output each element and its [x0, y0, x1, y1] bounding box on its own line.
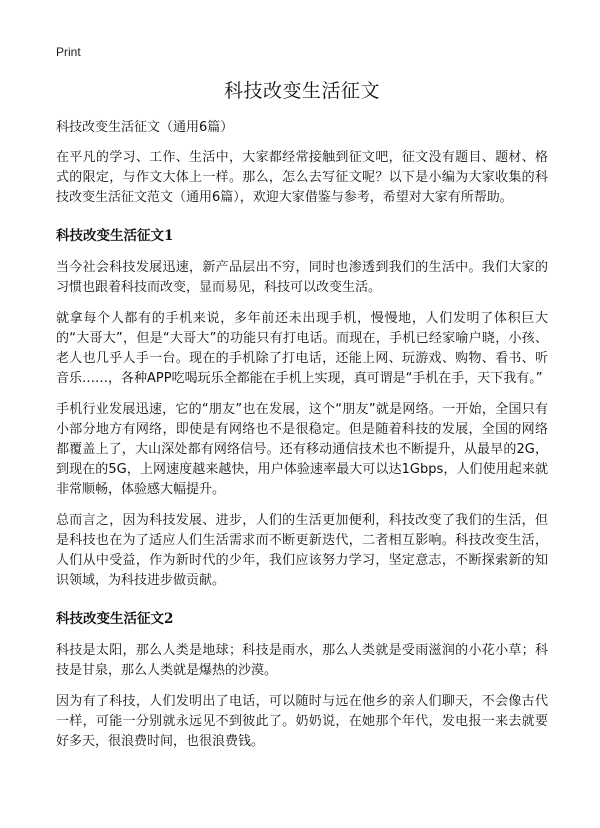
section-2-heading: 科技改变生活征文2 — [56, 611, 174, 627]
section-1-paragraph-1: 当今社会科技发展迅速，新产品层出不穷，同时也渗透到我们的生活中。我们大家的习惯也跟着科技而改变，显而易见，科技可以改变生活。 — [56, 260, 548, 295]
document-subtitle: 科技改变生活征文（通用6篇） — [56, 120, 234, 135]
document-body — [56, 78, 548, 763]
print-label: Print — [56, 45, 81, 59]
section-1-heading: 科技改变生活征文1 — [56, 228, 174, 244]
intro-paragraph: 在平凡的学习、工作、生活中，大家都经常接触到征文吧，征文没有题目、题材、格式的限定，与作文大体上一样。那么，怎么去写征文呢？以下是小编为大家收集的科技改变生活征文范文（通用6篇），欢迎大家借鉴与参考，希望对大家有所帮助。 — [56, 150, 548, 205]
section-1-paragraph-4: 总而言之，因为科技发展、进步，人们的生活更加便利，科技改变了我们的生活，但是科技也在为了适应人们生活需求而不断更新迭代，二者相互影响。科技改变生活，人们从中受益，作为新时代的少年，我们应该努力学习，坚定意志，不断探索新的知识领域，为科技进步做贡献。 — [56, 513, 548, 588]
section-2-paragraph-2: 因为有了科技，人们发明出了电话，可以随时与远在他乡的亲人们聊天，不会像古代一样，可能一分别就永远见不到彼此了。奶奶说，在她那个年代，发电报一来去就要好多天，很浪费时间，也很浪费钱。 — [56, 694, 548, 749]
section-1-paragraph-3: 手机行业发展迅速，它的“朋友”也在发展，这个“朋友”就是网络。一开始，全国只有小部分地方有网络，即使是有网络也不是很稳定。但是随着科技的发展，全国的网络都覆盖上了，大山深处都有网络信号。还有移动通信技术也不断提升，从最早的2G，到现在的5G，上网速度越来越快，用户体验速率最大可以达1Gbps，人们使用起来就非常顺畅，体验感大幅提升。 — [56, 402, 548, 497]
section-1-paragraph-2: 就拿每个人都有的手机来说，多年前还未出现手机，慢慢地，人们发明了体积巨大的“大哥大”，但是“大哥大”的功能只有打电话。而现在，手机已经家喻户晓，小孩、老人也几乎人手一台。现在的手机除了打电话，还能上网、玩游戏、购物、看书、听音乐……，各种APP吃喝玩乐全都能在手机上实现，真可谓是“手机在手，天下我有。” — [56, 311, 548, 386]
document-title: 科技改变生活征文 — [223, 80, 380, 102]
section-2-paragraph-1: 科技是太阳，那么人类是地球；科技是雨水，那么人类就是受雨滋润的小花小草；科技是甘泉，那么人类就是爆热的沙漠。 — [56, 643, 548, 678]
